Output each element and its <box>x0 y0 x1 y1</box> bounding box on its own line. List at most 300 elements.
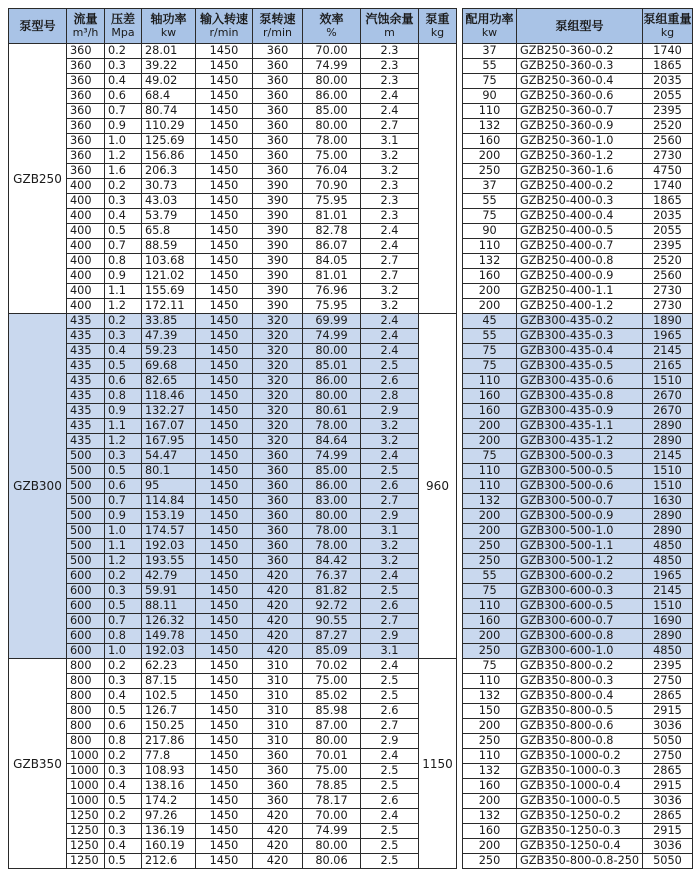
flow-cell: 400 <box>67 209 105 224</box>
unit-model-cell: GZB350-1000-0.4 <box>517 779 643 794</box>
table-row <box>9 194 693 209</box>
flow-cell: 1250 <box>67 839 105 854</box>
shaft-power-cell: 59.91 <box>142 584 196 599</box>
shaft-power-cell: 43.03 <box>142 194 196 209</box>
header-label: 流量 <box>73 12 98 26</box>
npsh-cell: 2.5 <box>361 824 419 839</box>
shaft-power-cell: 153.19 <box>142 509 196 524</box>
unit-model-cell: GZB250-360-1.6 <box>517 164 643 179</box>
table-row <box>9 449 693 464</box>
table-body <box>9 44 693 869</box>
table-row <box>9 374 693 389</box>
matched-power-cell: 55 <box>463 194 517 209</box>
npsh-cell: 2.4 <box>361 809 419 824</box>
efficiency-cell: 82.78 <box>303 224 361 239</box>
header-row <box>9 9 693 44</box>
unit-model-cell: GZB300-500-0.7 <box>517 494 643 509</box>
matched-power-cell: 150 <box>463 704 517 719</box>
matched-power-cell: 110 <box>463 479 517 494</box>
unit-model-cell: GZB250-360-0.6 <box>517 89 643 104</box>
shaft-power-cell: 53.79 <box>142 209 196 224</box>
flow-cell: 800 <box>67 704 105 719</box>
pump-speed-cell: 360 <box>253 524 303 539</box>
shaft-power-cell: 110.29 <box>142 119 196 134</box>
unit-weight-cell: 1630 <box>643 494 693 509</box>
input-speed-cell: 1450 <box>196 284 253 299</box>
unit-weight-cell: 2915 <box>643 779 693 794</box>
matched-power-cell: 75 <box>463 359 517 374</box>
input-speed-cell: 1450 <box>196 629 253 644</box>
unit-weight-cell: 1690 <box>643 614 693 629</box>
table-row <box>9 599 693 614</box>
efficiency-cell: 84.05 <box>303 254 361 269</box>
npsh-cell: 2.3 <box>361 209 419 224</box>
table-row <box>9 134 693 149</box>
pressure-diff-cell: 0.8 <box>105 389 142 404</box>
npsh-cell: 3.2 <box>361 539 419 554</box>
input-speed-cell: 1450 <box>196 404 253 419</box>
pressure-diff-cell: 0.3 <box>105 329 142 344</box>
unit-weight-cell: 3036 <box>643 719 693 734</box>
unit-model-cell: GZB250-400-1.1 <box>517 284 643 299</box>
efficiency-cell: 85.00 <box>303 104 361 119</box>
npsh-cell: 2.9 <box>361 404 419 419</box>
shaft-power-cell: 77.8 <box>142 749 196 764</box>
efficiency-cell: 85.98 <box>303 704 361 719</box>
npsh-cell: 2.4 <box>361 344 419 359</box>
pressure-diff-cell: 0.7 <box>105 104 142 119</box>
unit-weight-cell: 4850 <box>643 554 693 569</box>
unit-weight-cell: 2890 <box>643 524 693 539</box>
pressure-diff-cell: 0.3 <box>105 584 142 599</box>
unit-weight-cell: 2395 <box>643 104 693 119</box>
header-label: 泵重 <box>425 12 450 26</box>
pump-speed-cell: 390 <box>253 224 303 239</box>
efficiency-cell: 74.99 <box>303 824 361 839</box>
input-speed-cell: 1450 <box>196 674 253 689</box>
header-label: 输入转速 <box>199 12 248 26</box>
unit-model-cell: GZB250-400-0.4 <box>517 209 643 224</box>
npsh-cell: 2.6 <box>361 794 419 809</box>
matched-power-cell: 110 <box>463 239 517 254</box>
flow-cell: 600 <box>67 584 105 599</box>
input-speed-cell: 1450 <box>196 254 253 269</box>
unit-model-cell: GZB350-800-0.8 <box>517 734 643 749</box>
npsh-cell: 2.4 <box>361 449 419 464</box>
pressure-diff-cell: 0.2 <box>105 809 142 824</box>
npsh-cell: 2.5 <box>361 779 419 794</box>
pump-speed-cell: 310 <box>253 689 303 704</box>
pressure-diff-cell: 0.4 <box>105 74 142 89</box>
efficiency-cell: 86.00 <box>303 479 361 494</box>
unit-weight-cell: 2560 <box>643 134 693 149</box>
flow-cell: 400 <box>67 284 105 299</box>
shaft-power-cell: 212.6 <box>142 854 196 869</box>
header-unit: r/min <box>263 26 292 39</box>
flow-cell: 600 <box>67 644 105 659</box>
unit-weight-cell: 2750 <box>643 674 693 689</box>
shaft-power-cell: 121.02 <box>142 269 196 284</box>
matched-power-cell: 200 <box>463 794 517 809</box>
npsh-cell: 2.5 <box>361 584 419 599</box>
matched-power-cell: 75 <box>463 449 517 464</box>
npsh-cell: 2.4 <box>361 659 419 674</box>
shaft-power-cell: 174.57 <box>142 524 196 539</box>
table-row <box>9 104 693 119</box>
header-unit: kw <box>160 26 177 39</box>
unit-weight-cell: 1510 <box>643 374 693 389</box>
flow-cell: 400 <box>67 269 105 284</box>
pump-speed-cell: 420 <box>253 584 303 599</box>
flow-cell: 500 <box>67 494 105 509</box>
unit-weight-cell: 1510 <box>643 479 693 494</box>
input-speed-cell: 1450 <box>196 749 253 764</box>
flow-cell: 435 <box>67 374 105 389</box>
pressure-diff-cell: 0.8 <box>105 254 142 269</box>
unit-weight-cell: 2915 <box>643 824 693 839</box>
table-row <box>9 734 693 749</box>
efficiency-cell: 70.00 <box>303 44 361 59</box>
flow-cell: 1250 <box>67 824 105 839</box>
flow-cell: 360 <box>67 119 105 134</box>
pump-speed-cell: 420 <box>253 854 303 869</box>
table-row <box>9 404 693 419</box>
efficiency-cell: 70.01 <box>303 749 361 764</box>
pressure-diff-cell: 0.6 <box>105 89 142 104</box>
shaft-power-cell: 149.78 <box>142 629 196 644</box>
unit-model-cell: GZB300-500-0.3 <box>517 449 643 464</box>
input-speed-cell: 1450 <box>196 764 253 779</box>
unit-weight-cell: 2055 <box>643 224 693 239</box>
shaft-power-cell: 108.93 <box>142 764 196 779</box>
npsh-cell: 3.2 <box>361 434 419 449</box>
npsh-cell: 2.5 <box>361 359 419 374</box>
pressure-diff-cell: 1.2 <box>105 554 142 569</box>
pump-speed-cell: 360 <box>253 764 303 779</box>
pump-speed-cell: 320 <box>253 419 303 434</box>
matched-power-cell: 132 <box>463 689 517 704</box>
unit-model-cell: GZB250-400-0.5 <box>517 224 643 239</box>
shaft-power-cell: 167.07 <box>142 419 196 434</box>
efficiency-cell: 87.00 <box>303 719 361 734</box>
shaft-power-cell: 136.19 <box>142 824 196 839</box>
flow-cell: 500 <box>67 464 105 479</box>
unit-model-cell: GZB250-400-0.2 <box>517 179 643 194</box>
npsh-cell: 2.4 <box>361 89 419 104</box>
pump-speed-cell: 310 <box>253 719 303 734</box>
matched-power-cell: 200 <box>463 149 517 164</box>
matched-power-cell: 200 <box>463 524 517 539</box>
header-pump-speed <box>253 9 303 44</box>
pressure-diff-cell: 0.4 <box>105 344 142 359</box>
matched-power-cell: 160 <box>463 404 517 419</box>
table-row <box>9 854 693 869</box>
pump-weight-cell <box>419 44 457 314</box>
unit-model-cell: GZB350-800-0.4 <box>517 689 643 704</box>
shaft-power-cell: 69.68 <box>142 359 196 374</box>
npsh-cell: 2.7 <box>361 254 419 269</box>
header-efficiency <box>303 9 361 44</box>
unit-weight-cell: 2520 <box>643 119 693 134</box>
pump-speed-cell: 360 <box>253 494 303 509</box>
npsh-cell: 2.7 <box>361 269 419 284</box>
shaft-power-cell: 138.16 <box>142 779 196 794</box>
efficiency-cell: 86.00 <box>303 374 361 389</box>
unit-weight-cell: 2165 <box>643 359 693 374</box>
npsh-cell: 2.4 <box>361 224 419 239</box>
flow-cell: 435 <box>67 419 105 434</box>
pressure-diff-cell: 1.0 <box>105 644 142 659</box>
matched-power-cell: 132 <box>463 764 517 779</box>
flow-cell: 360 <box>67 44 105 59</box>
table-row <box>9 74 693 89</box>
npsh-cell: 2.6 <box>361 374 419 389</box>
unit-weight-cell: 3036 <box>643 839 693 854</box>
pressure-diff-cell: 0.3 <box>105 674 142 689</box>
flow-cell: 800 <box>67 674 105 689</box>
pressure-diff-cell: 0.3 <box>105 764 142 779</box>
header-label: 泵型号 <box>19 19 56 33</box>
input-speed-cell: 1450 <box>196 389 253 404</box>
efficiency-cell: 86.00 <box>303 89 361 104</box>
flow-cell: 400 <box>67 194 105 209</box>
unit-model-cell: GZB300-435-1.2 <box>517 434 643 449</box>
table-row <box>9 59 693 74</box>
header-pressure-diff <box>105 9 142 44</box>
unit-model-cell: GZB250-400-0.3 <box>517 194 643 209</box>
input-speed-cell: 1450 <box>196 599 253 614</box>
efficiency-cell: 80.06 <box>303 854 361 869</box>
pressure-diff-cell: 0.3 <box>105 194 142 209</box>
pressure-diff-cell: 0.9 <box>105 269 142 284</box>
shaft-power-cell: 88.11 <box>142 599 196 614</box>
unit-weight-cell: 2730 <box>643 149 693 164</box>
unit-model-cell: GZB300-500-1.0 <box>517 524 643 539</box>
pump-speed-cell: 310 <box>253 734 303 749</box>
efficiency-cell: 74.99 <box>303 59 361 74</box>
shaft-power-cell: 95 <box>142 479 196 494</box>
pump-speed-cell: 420 <box>253 809 303 824</box>
header-label: 泵组型号 <box>555 19 604 33</box>
flow-cell: 800 <box>67 689 105 704</box>
table-row <box>9 584 693 599</box>
matched-power-cell: 250 <box>463 539 517 554</box>
table-row <box>9 554 693 569</box>
efficiency-cell: 80.00 <box>303 344 361 359</box>
shaft-power-cell: 114.84 <box>142 494 196 509</box>
npsh-cell: 2.3 <box>361 74 419 89</box>
unit-weight-cell: 1965 <box>643 569 693 584</box>
input-speed-cell: 1450 <box>196 449 253 464</box>
table-row <box>9 119 693 134</box>
pump-speed-cell: 310 <box>253 659 303 674</box>
pump-spec-table <box>8 8 693 869</box>
pump-speed-cell: 360 <box>253 89 303 104</box>
pump-speed-cell: 360 <box>253 794 303 809</box>
pressure-diff-cell: 0.5 <box>105 854 142 869</box>
npsh-cell: 2.6 <box>361 479 419 494</box>
matched-power-cell: 132 <box>463 809 517 824</box>
shaft-power-cell: 206.3 <box>142 164 196 179</box>
unit-weight-cell: 1740 <box>643 179 693 194</box>
table-row <box>9 284 693 299</box>
table-row <box>9 359 693 374</box>
unit-weight-cell: 2145 <box>643 584 693 599</box>
unit-weight-cell: 2395 <box>643 659 693 674</box>
header-flow <box>67 9 105 44</box>
unit-model-cell: GZB300-500-0.6 <box>517 479 643 494</box>
input-speed-cell: 1450 <box>196 134 253 149</box>
input-speed-cell: 1450 <box>196 194 253 209</box>
shaft-power-cell: 150.25 <box>142 719 196 734</box>
pump-model-cell: GZB250 <box>9 44 67 314</box>
flow-cell: 400 <box>67 254 105 269</box>
unit-model-cell: GZB300-600-0.3 <box>517 584 643 599</box>
header-pump-model <box>9 9 67 44</box>
pressure-diff-cell: 0.5 <box>105 464 142 479</box>
flow-cell: 435 <box>67 344 105 359</box>
shaft-power-cell: 88.59 <box>142 239 196 254</box>
shaft-power-cell: 42.79 <box>142 569 196 584</box>
pump-spec-sheet <box>8 8 692 869</box>
unit-model-cell: GZB250-360-0.7 <box>517 104 643 119</box>
pressure-diff-cell: 0.6 <box>105 479 142 494</box>
unit-model-cell: GZB350-1000-0.3 <box>517 764 643 779</box>
unit-model-cell: GZB350-800-0.8-250 <box>517 854 643 869</box>
pump-speed-cell: 390 <box>253 179 303 194</box>
header-label: 压差 <box>110 12 135 26</box>
input-speed-cell: 1450 <box>196 344 253 359</box>
pump-speed-cell: 320 <box>253 374 303 389</box>
unit-model-cell: GZB300-435-0.4 <box>517 344 643 359</box>
flow-cell: 360 <box>67 89 105 104</box>
unit-weight-cell: 4750 <box>643 164 693 179</box>
input-speed-cell: 1450 <box>196 794 253 809</box>
npsh-cell: 2.4 <box>361 104 419 119</box>
npsh-cell: 2.3 <box>361 194 419 209</box>
pump-speed-cell: 360 <box>253 509 303 524</box>
npsh-cell: 3.2 <box>361 554 419 569</box>
header-unit: Mpa <box>111 26 135 39</box>
table-row <box>9 269 693 284</box>
table-row <box>9 299 693 314</box>
pressure-diff-cell: 0.2 <box>105 659 142 674</box>
table-row <box>9 44 693 59</box>
unit-model-cell: GZB300-600-0.5 <box>517 599 643 614</box>
input-speed-cell: 1450 <box>196 809 253 824</box>
matched-power-cell: 200 <box>463 419 517 434</box>
matched-power-cell: 45 <box>463 314 517 329</box>
pump-speed-cell: 420 <box>253 629 303 644</box>
matched-power-cell: 110 <box>463 464 517 479</box>
matched-power-cell: 75 <box>463 584 517 599</box>
table-row <box>9 674 693 689</box>
efficiency-cell: 81.01 <box>303 209 361 224</box>
flow-cell: 1250 <box>67 854 105 869</box>
flow-cell: 360 <box>67 149 105 164</box>
input-speed-cell: 1450 <box>196 164 253 179</box>
shaft-power-cell: 126.7 <box>142 704 196 719</box>
efficiency-cell: 76.04 <box>303 164 361 179</box>
table-row <box>9 224 693 239</box>
efficiency-cell: 80.00 <box>303 839 361 854</box>
input-speed-cell: 1450 <box>196 824 253 839</box>
shaft-power-cell: 62.23 <box>142 659 196 674</box>
unit-model-cell: GZB350-1000-0.2 <box>517 749 643 764</box>
pump-speed-cell: 320 <box>253 389 303 404</box>
shaft-power-cell: 68.4 <box>142 89 196 104</box>
pump-speed-cell: 420 <box>253 614 303 629</box>
npsh-cell: 2.5 <box>361 674 419 689</box>
shaft-power-cell: 49.02 <box>142 74 196 89</box>
pump-speed-cell: 360 <box>253 119 303 134</box>
shaft-power-cell: 30.73 <box>142 179 196 194</box>
table-row <box>9 839 693 854</box>
header-unit-model <box>517 9 643 44</box>
npsh-cell: 3.1 <box>361 644 419 659</box>
efficiency-cell: 80.00 <box>303 74 361 89</box>
npsh-cell: 2.6 <box>361 599 419 614</box>
shaft-power-cell: 80.74 <box>142 104 196 119</box>
unit-weight-cell: 2670 <box>643 389 693 404</box>
unit-weight-cell: 2865 <box>643 809 693 824</box>
pressure-diff-cell: 0.4 <box>105 209 142 224</box>
input-speed-cell: 1450 <box>196 854 253 869</box>
pump-speed-cell: 360 <box>253 74 303 89</box>
pressure-diff-cell: 0.4 <box>105 779 142 794</box>
flow-cell: 500 <box>67 449 105 464</box>
efficiency-cell: 83.00 <box>303 494 361 509</box>
npsh-cell: 3.1 <box>361 524 419 539</box>
unit-model-cell: GZB350-800-0.5 <box>517 704 643 719</box>
shaft-power-cell: 160.19 <box>142 839 196 854</box>
shaft-power-cell: 172.11 <box>142 299 196 314</box>
table-row <box>9 254 693 269</box>
unit-model-cell: GZB250-400-0.8 <box>517 254 643 269</box>
flow-cell: 800 <box>67 719 105 734</box>
pressure-diff-cell: 0.7 <box>105 494 142 509</box>
unit-model-cell: GZB350-1250-0.2 <box>517 809 643 824</box>
matched-power-cell: 132 <box>463 119 517 134</box>
header-unit: m³/h <box>72 26 99 39</box>
matched-power-cell: 200 <box>463 719 517 734</box>
unit-model-cell: GZB300-435-0.5 <box>517 359 643 374</box>
table-row <box>9 764 693 779</box>
shaft-power-cell: 87.15 <box>142 674 196 689</box>
shaft-power-cell: 156.86 <box>142 149 196 164</box>
matched-power-cell: 250 <box>463 164 517 179</box>
unit-model-cell: GZB300-435-0.2 <box>517 314 643 329</box>
unit-model-cell: GZB250-360-0.3 <box>517 59 643 74</box>
input-speed-cell: 1450 <box>196 644 253 659</box>
pump-speed-cell: 360 <box>253 44 303 59</box>
shaft-power-cell: 80.1 <box>142 464 196 479</box>
matched-power-cell: 37 <box>463 44 517 59</box>
table-row <box>9 569 693 584</box>
matched-power-cell: 160 <box>463 779 517 794</box>
table-row <box>9 689 693 704</box>
header-pump-weight <box>419 9 457 44</box>
shaft-power-cell: 33.85 <box>142 314 196 329</box>
npsh-cell: 2.4 <box>361 314 419 329</box>
pressure-diff-cell: 0.5 <box>105 599 142 614</box>
matched-power-cell: 200 <box>463 839 517 854</box>
pump-speed-cell: 360 <box>253 449 303 464</box>
unit-weight-cell: 2145 <box>643 449 693 464</box>
unit-model-cell: GZB350-1000-0.5 <box>517 794 643 809</box>
npsh-cell: 2.5 <box>361 689 419 704</box>
pump-model-cell: GZB300 <box>9 314 67 659</box>
